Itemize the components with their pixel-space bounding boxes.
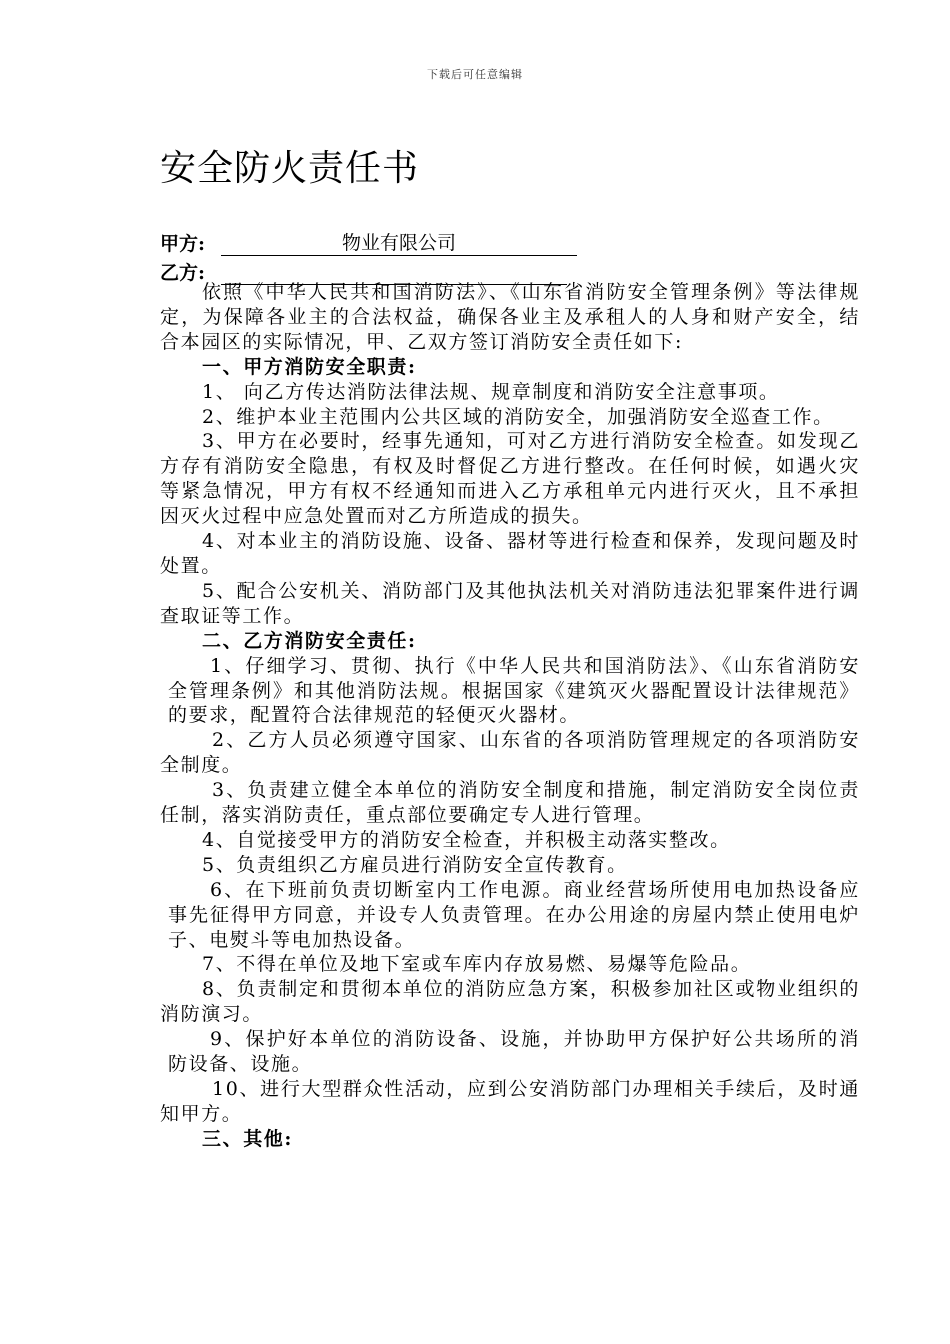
header-note: 下载后可任意编辑 — [427, 68, 523, 81]
section3-heading: 三、其他: — [202, 1127, 294, 1150]
party-a-line — [160, 229, 577, 256]
document-title: 安全防火责任书 — [160, 148, 420, 189]
party-a-blank: 物业有限公司 — [221, 231, 577, 256]
section2-item: 1、仔细学习、贯彻、执行《中华人民共和国消防法》、《山东省消防安全管理条例》和其他消防法规。根据国家《建筑灭火器配置设计法律规范》的要求，配置符合法律规范的轻便灭火器材。 — [168, 654, 860, 727]
section1-item: 5、配合公安机关、消防部门及其他执法机关对消防违法犯罪案件进行调查取证等工作。 — [160, 579, 860, 627]
section1-item: 4、对本业主的消防设施、设备、器材等进行检查和保养，发现问题及时处置。 — [160, 530, 860, 577]
section2-heading: 二、乙方消防安全责任: — [202, 629, 417, 652]
section1-item: 2、维护本业主范围内公共区域的消防安全，加强消防安全巡查工作。 — [202, 405, 834, 428]
party-b-label: 乙方: — [160, 262, 206, 284]
section2-item: 7、不得在单位及地下室或车库内存放易燃、易爆等危险品。 — [202, 953, 752, 976]
section1-item: 1、 向乙方传达消防法律法规、规章制度和消防安全注意事项。 — [202, 380, 780, 403]
section2-item: 2、乙方人员必须遵守国家、山东省的各项消防管理规定的各项消防安全制度。 — [160, 729, 860, 777]
intro-paragraph: 依照《中华人民共和国消防法》、《山东省消防安全管理条例》等法律规定，为保障各业主的合法权益，确保各业主及承租人的人身和财产安全，结合本园区的实际情况，甲、乙双方签订消防安全责任如下: — [160, 281, 860, 353]
section1-heading: 一、甲方消防安全职责: — [202, 355, 417, 378]
section2-item: 4、自觉接受甲方的消防安全检查，并积极主动落实整改。 — [202, 828, 731, 851]
document-body — [160, 280, 860, 1152]
section2-item: 6、在下班前负责切断室内工作电源。商业经营场所使用电加热设备应事先征得甲方同意，并设专人负责管理。在办公用途的房屋内禁止使用电炉子、电熨斗等电加热设备。 — [168, 878, 860, 951]
section2-item: 8、负责制定和贯彻本单位的消防应急方案，积极参加社区或物业组织的消防演习。 — [160, 978, 860, 1026]
section2-item: 3、负责建立健全本单位的消防安全制度和措施，制定消防安全岗位责任制，落实消防责任，重点部位要确定专人进行管理。 — [160, 779, 860, 827]
section2-item: 10、进行大型群众性活动，应到公安消防部门办理相关手续后，及时通知甲方。 — [160, 1078, 860, 1125]
party-a-label: 甲方: — [160, 233, 206, 255]
section1-item: 3、甲方在必要时，经事先通知，可对乙方进行消防安全检查。如发现乙方存有消防安全隐患，有权及时督促乙方进行整改。在任何时候，如遇火灾等紧急情况，甲方有权不经通知而进入乙方承租单元内进行灭火，且不承担因灭火过程中应急处置而对乙方所造成的损失。 — [160, 430, 860, 528]
section2-item: 5、负责组织乙方雇员进行消防安全宣传教育。 — [202, 853, 628, 876]
section2-item: 9、保护好本单位的消防设备、设施，并协助甲方保护好公共场所的消防设备、设施。 — [168, 1028, 860, 1076]
